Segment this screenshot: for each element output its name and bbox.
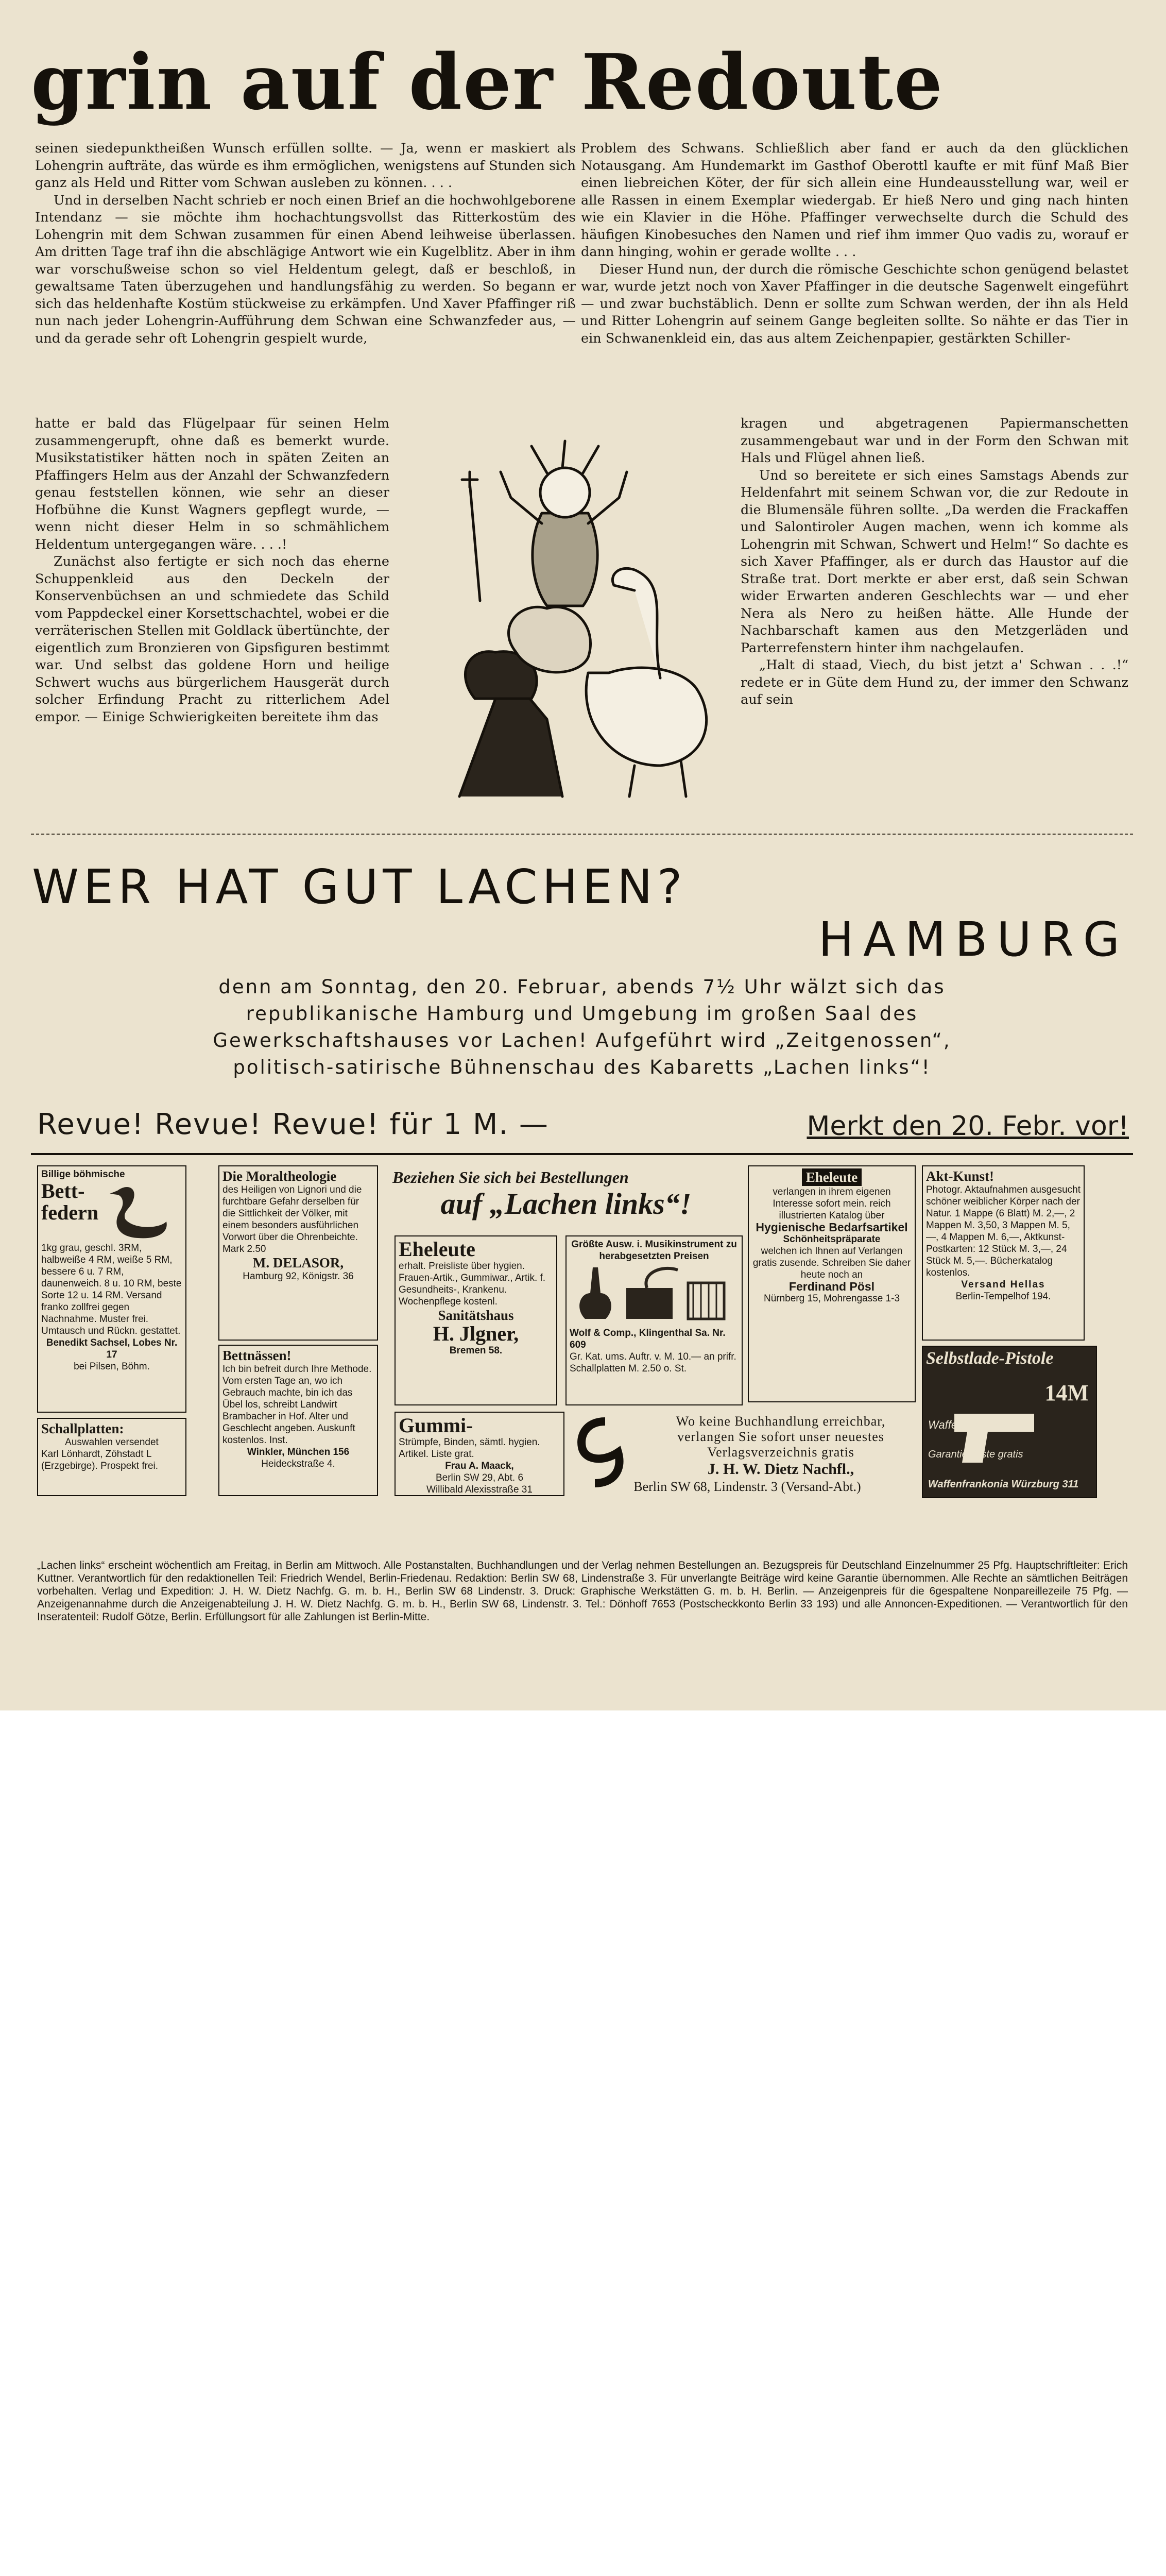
ad-gummi-address: Berlin SW 29, Abt. 6 [435, 1472, 524, 1483]
ad-announcement [77, 974, 1087, 1081]
ad-aktkunst [922, 1165, 1085, 1341]
ad-bettnaessen-address: Heideckstraße 4. [261, 1459, 335, 1469]
ad-pistole-line1: Waffen aller Art [928, 1418, 1006, 1431]
article-paragraph: kragen und abgetragenen Papiermanschetten zusammengebaut war und in der Form den Schwan mit Hals und Flügel ahnen ließ. [741, 416, 1128, 466]
article-paragraph: hatte er bald das Flügelpaar für seinen Helm zusammengerupft, ohne daß es bemerkt wurde. Musikstatistiker hätten noch in späten Zeiten an Pfaffingers Helm aus der Anzahl der Schwanzfedern genau feststellen können, wie sehr an dieser Hofbühne die Kunst Wagners gepflegt wurde, — wenn nicht dieser Helm in so schmählichem Heldentum untergegangen wäre. . . .! [35, 416, 389, 552]
article-paragraph: „Halt di staad, Viech, du bist jetzt a' Schwan . . .!“ redete er in Güte dem Hund zu, der immer den Schwanz auf sein [741, 657, 1128, 707]
ad-bettnaessen-sender: Winkler, München 156 [247, 1447, 350, 1458]
ad-pistole-price: 14M [1044, 1380, 1089, 1405]
ad-pistole-line2: Garantie! Liste gratis [928, 1449, 1023, 1460]
ad-bettnaessen [218, 1345, 378, 1496]
ad-revue-line: Revue! Revue! Revue! für 1 M. — [37, 1108, 549, 1141]
article-paragraph: Und in derselben Nacht schrieb er noch einen Brief an die hochwohlgeborene Intendanz — sie möchte ihm hochachtungsvollst das Ritterkostüm des Lohengrin mit dem Schwan zusammen für einen Abend leihweise überlassen. Am dritten Tage traf ihn die abschlägige Antwort wie ein Kugelblitz. Aber in ihm war vorschußweise schon so viel Heldentum gelegt, daß er beschloß, in gewaltsame Taten überzugehen und handlungsfähig zu werden. So begann er sich das heldenhafte Kostüm stückweise zu erkämpfen. Und Xaver Pfaffinger riß nun nach jeder Lohengrin-Aufführung dem Schwan eine Schwanzfeder aus, — und da gerade sehr oft Lohengrin gespielt wurde, [35, 192, 576, 346]
ad-aktkunst-title: Akt-Kunst! [926, 1168, 994, 1184]
ad-aktkunst-address: Berlin-Tempelhof 194. [955, 1291, 1051, 1302]
ad-pistole-title: Selbstlade-Pistole [926, 1349, 1054, 1368]
ad-musik-body: Gr. Kat. ums. Auftr. v. M. 10.— an prifr. Schallplatten M. 2.50 o. St. [570, 1351, 736, 1374]
ad-eheleute-right-address: Nürnberg 15, Mohrengasse 1-3 [763, 1293, 900, 1304]
ad-musik-firm: Wolf & Comp., Klingenthal Sa. Nr. 609 [570, 1328, 726, 1350]
ad-title: WER HAT GUT LACHEN? [32, 859, 687, 914]
ad-dietz-firm: J. H. W. Dietz Nachfl., [707, 1461, 854, 1478]
article-paragraph: Zunächst also fertigte er sich noch das eherne Schuppenkleid aus den Deckeln der Konservenbüchsen an und schmiedete das Schild vom Pappdeckel einer Korsettschachtel, wobei er die verräterischen Stellen mit Goldlack übertünchte, der eigentlich zum Bronzieren von Gipsfiguren bestimmt war. Und selbst das goldene Horn und heilige Schwert wuchs aus bürgerlichem Hausgerät durch solcher Erfindung Pracht zu ritterlichem Adel empor. — Einige Schwierigkeiten bereitete ihm das [35, 554, 389, 725]
ad-beziehen [389, 1165, 743, 1231]
ad-eheleute-right-head2: Hygienische Bedarfsartikel [756, 1221, 908, 1234]
ad-bettfedern [37, 1165, 186, 1413]
ad-city: HAMBURG [818, 912, 1129, 967]
ad-gummi-body: Strümpfe, Binden, sämtl. hygien. Artikel. Liste grat. [399, 1437, 540, 1460]
ad-gummi-title: Gummi- [399, 1414, 473, 1437]
ad-dietz [570, 1412, 922, 1497]
article-column-left-top [35, 140, 576, 347]
ad-moraltheologie-body: des Heiligen von Lignori und die furchtbare Gefahr derselben für die Sittlichkeit der Völker, mit einem besonders ausführlichen Vorwort über die Ohrenbeichte. Mark 2.50 [222, 1184, 362, 1255]
ad-announcement-line: politisch-satirische Bühnenschau des Kabaretts „Lachen links“! [233, 1056, 931, 1078]
article-headline: grin auf der Redoute [31, 37, 944, 127]
number-nine-icon [572, 1414, 639, 1491]
goose-icon [102, 1180, 174, 1242]
article-paragraph: seinen siedepunktheißen Wunsch erfüllen sollte. — Ja, wenn er maskiert als Lohengrin aufträte, das würde es ihm ermöglichen, wenigstens auf Stunden sich ganz als Held und Ritter vom Schwan ausleben zu können. . . . [35, 141, 576, 191]
ad-bettfedern-sender: Benedikt Sachsel, Lobes Nr. 17 [46, 1337, 178, 1360]
ad-bettfedern-body: 1kg grau, geschl. 3RM, halbweiße 4 RM, weiße 5 RM, bessere 6 u. 7 RM, daunenweich. 8 u. 10 RM, beste Sorte 12 u. 14 RM. Versand franko zollfrei gegen Nachnahme. Muster frei. Umtausch und Rückn. gestattet. [41, 1243, 182, 1336]
ad-musikinstrumente [565, 1235, 743, 1405]
ad-schallplatten-sub: Auswahlen versendet [65, 1437, 159, 1448]
section-divider [31, 834, 1133, 835]
instruments-icon [570, 1262, 734, 1324]
ad-gummi-street: Willibald Alexisstraße 31 [426, 1484, 533, 1495]
article-paragraph: Dieser Hund nun, der durch die römische Geschichte schon genügend belastet war, wurde jetzt noch von Xaver Pfaffinger in die deutsche Sagenwelt eingeführt — und zwar buchstäblich. Denn er sollte zum Schwan werden, der ihn als Held und Ritter Lohengrin auf seinem Gange begleiten sollte. So nähte er das Tier in ein Schwanenkleid ein, das aus altem Zeichenpapier, gestärkten Schiller- [581, 261, 1128, 346]
ad-bettfedern-title: Bett-federn [41, 1179, 99, 1224]
ad-eheleute-right-title: Eheleute [802, 1168, 862, 1186]
ad-dietz-address: Berlin SW 68, Lindenstr. 3 (Versand-Abt.) [633, 1479, 861, 1494]
archive-bar [0, 1710, 1166, 1791]
ad-gummi-sender: Frau A. Maack, [445, 1461, 514, 1471]
ad-aktkunst-sender: Versand Hellas [961, 1279, 1045, 1290]
imprint-text: „Lachen links“ erscheint wöchentlich am Freitag, in Berlin am Mittwoch. Alle Postanstalten, Buchhandlungen und der Verlag nehmen Bestellungen an. Bezugspreis für Deutschland Einzelnummer 25 Pfg. Hauptschriftleiter: Erich Kuttner. Verantwortlich für den redaktionellen Teil: Friedrich Wendel, Berlin-Friedenau. Redaktion: Berlin SW 68, Lindenstraße 3. Für unverlangte Beiträge wird keine Garantie übernommen. Alle Rechte an sämtlichen Beiträgen vorbehalten. Verlag und Expedition: J. H. W. Dietz Nachfg. G. m. b. H., Berlin SW 68 Lindenstr. 3. Druck: Graphische Werkstätten G. m. b. H. Berlin. — Anzeigenpreis für die 6gespaltene Nonpareillezeile 75 Pfg. — Anzeigenannahme durch die Anzeigenabteilung J. H. W. Dietz Nachfg. G. m. b. H., Berlin SW 68, Lindenstr. 3. Tel.: Dönhoff 7653 (Postscheckkonto Berlin 33 193) und alle Annoncen-Expeditionen. — Verantwortlich für den Inseratenteil: Rudolf Götze, Berlin. Erfüllungsort für alle Zahlungen ist Berlin-Mitte. [37, 1560, 1128, 1623]
ad-eheleute-left-city: Bremen 58. [449, 1345, 503, 1356]
ad-eheleute-right-sub: Schönheitspräparate [783, 1234, 881, 1245]
ad-announcement-line: Gewerkschaftshauses vor Lachen! Aufgeführt wird „Zeitgenossen“, [213, 1029, 951, 1052]
article-paragraph: Problem des Schwans. Schließlich aber fand er auch da den glücklichen Notausgang. Am Hundemarkt im Gasthof Oberottl kaufte er mit fünf Maß Bier einen liebreichen Köter, der für sich allein eine Hundeausstellung war, weil er alle Rassen in einem Exemplar wiedergab. Er hieß Nero und ging nach hinten wie ein Klavier in die Höhe. Pfaffinger verwechselte durch die Schuld des häufigen Kinobesuches den Namen und rief ihm immer Quo vadis zu, worauf er dann hinging, wohin er gerade wollte . . . [581, 141, 1128, 260]
ad-eheleute-left-name: H. Jlgner, [433, 1322, 519, 1345]
ad-aktkunst-body: Photogr. Aktaufnahmen ausgesucht schöner weiblicher Körper nach der Natur. 1 Mappe (6 Blatt) M. 2,—, 2 Mappen M. 3,50, 3 Mappen M. 5,—, 4 Mappen M. 6,—, Aktkunst-Postkarten: 12 Stück M. 3,—, 24 Stück M. 5,—. Bücherkatalog kostenlos. [926, 1184, 1081, 1278]
article-column-right-top [581, 140, 1128, 347]
ad-eheleute-right-sender: Ferdinand Pösl [788, 1280, 875, 1293]
ad-date-reminder: Merkt den 20. Febr. vor! [807, 1111, 1129, 1142]
ad-eheleute-left-body: erhalt. Preisliste über hygien. Frauen-Artik., Gummiwar., Artik. f. Gesundheits-, Krankenu. Wochenpflege kostenl. [399, 1261, 546, 1307]
ad-moraltheologie-sender: M. DELASOR, [252, 1255, 344, 1270]
article-paragraph: Und so bereitete er sich eines Samstags Abends zur Heldenfahrt mit seinem Schwan vor, die zur Redoute in die Blumensäle führen sollte. „Da werden die Frackaffen und Salontiroler Augen machen, wenn ich komme als Lohengrin mit Schwan, Schwert und Helm!“ So dachte es sich Xaver Pfaffinger, als er durch das Haustor auf die Straße trat. Dort merkte er aber erst, daß sein Schwan wider Erwarten anderen Geschlechts war — und eher Nera als Nero zu heißen hätte. Alle Hunde der Nachbarschaft kamen aus den Metzgerläden und Parterrefenstern hinter ihm nachgelaufen. [741, 467, 1128, 656]
ad-schallplatten-title: Schallplatten: [41, 1421, 124, 1436]
ad-eheleute-left [395, 1235, 557, 1405]
ad-moraltheologie-title: Die Moraltheologie [222, 1168, 337, 1184]
ad-musik-head: Größte Ausw. i. Musikinstrument zu herabgesetzten Preisen [571, 1239, 737, 1262]
lohengrin-illustration [392, 431, 735, 802]
article-column-left-low [35, 415, 389, 726]
ad-bettnaessen-body: Ich bin befreit durch Ihre Methode. Vom ersten Tage an, wo ich Gebrauch machte, bin ich das Übel los, schreibt Landwirt Brambacher in Hof. Alter und Geschlecht angeben. Auskunft kostenlos. Inst. [222, 1364, 372, 1446]
ad-beziehen-line1: Beziehen Sie sich bei Bestellungen [392, 1168, 629, 1187]
ads-rule [31, 1153, 1133, 1155]
ad-schallplatten [37, 1418, 186, 1496]
ad-moraltheologie [218, 1165, 378, 1341]
ad-eheleute-right [748, 1165, 916, 1402]
ad-eheleute-right-body: verlangen in ihrem eigenen Interesse sofort mein. reich illustrierten Katalog über [773, 1187, 891, 1221]
ad-schallplatten-sender: Karl Lönhardt, Zöhstadt L (Erzgebirge). Prospekt frei. [41, 1449, 159, 1471]
ad-bettfedern-head: Billige böhmische [41, 1169, 125, 1180]
ad-eheleute-left-title: Eheleute [399, 1238, 475, 1261]
ad-bettnaessen-title: Bettnässen! [222, 1348, 292, 1363]
ad-moraltheologie-address: Hamburg 92, Königstr. 36 [243, 1271, 354, 1282]
ad-gummi [395, 1412, 564, 1496]
ad-pistole [922, 1346, 1097, 1498]
article-column-right-low [741, 415, 1128, 709]
ad-announcement-line: republikanische Hamburg und Umgebung im großen Saal des [246, 1003, 918, 1025]
ad-pistole-firm: Waffenfrankonia Würzburg 311 [928, 1479, 1079, 1490]
ad-eheleute-left-shop: Sanitätshaus [438, 1308, 514, 1323]
ad-dietz-body: Wo keine Buchhandlung erreichbar, verlangen Sie sofort unser neuestes Verlagsverzeichnis gratis [676, 1414, 886, 1460]
ad-eheleute-right-body2: welchen ich Ihnen auf Verlangen gratis zusende. Schreiben Sie daher heute noch an [752, 1246, 911, 1280]
ad-bettfedern-place: bei Pilsen, Böhm. [74, 1361, 150, 1372]
ad-announcement-line: denn am Sonntag, den 20. Februar, abends 7½ Uhr wälzt sich das [218, 976, 946, 998]
ad-beziehen-line2: auf „Lachen links“! [440, 1187, 692, 1221]
